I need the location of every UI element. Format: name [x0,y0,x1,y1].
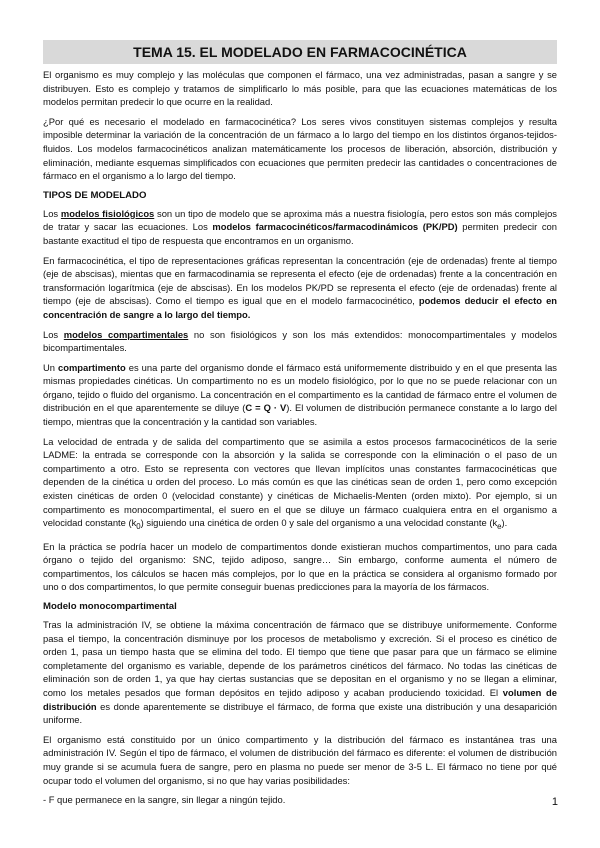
list-item: - F que permanece en la sangre, sin llegar a ningún tejido. [43,794,286,806]
physiological-models-paragraph: Los modelos fisiológicos son un tipo de modelo que se aproxima más a nuestra fisiología, pero estos son más complejos de tratar y sacar las ecuaciones. Los modelos farmacocinéticos/farmacodinámicos (PK/PD) permiten predecir con bastante exactitud el tipo de respuesta que encontramos en un organismo. [43,207,557,246]
possibilities-list [43,793,557,807]
intro-paragraph: El organismo es muy complejo y las moléculas que componen el fármaco, una vez administradas, pasan a sangre y se distribuyen. Esto es complejo y tratamos de simplificarlo lo más posible, para que las ecuaciones matemáticas de los modelos permitan predecir lo que ocurre en la realidad. [43,69,557,108]
term-compartimento: compartimento [58,361,126,373]
pkpd-deduction: podemos deducir el efecto en concentración de sangre a lo largo del tiempo. [43,295,558,320]
document-page [43,40,557,807]
compartmental-models-paragraph: Los modelos compartimentales no son fisiológicos y son los más extendidos: monocompartimentales y modelos bicompartimentales. [43,328,557,354]
compartment-definition-paragraph: Un compartimento es una parte del organismo donde el fármaco está uniformemente distribuido y en el que presenta las mismas propiedades cinéticas. Un compartimento no es un modelo fisiológico, por lo que no se puede relacionar con un órgano, tejido o fluido del organismo. La concentración en el compartimento es la cantidad de fármaco entre el volumen de distribución en el que aparentemente se diluye (C = Q · V). El volumen de distribución permanece constante a lo largo del tiempo, mientras que la concentración y la cantidad son variables. [43,361,557,428]
section-heading-monocompartimental: Modelo monocompartimental [43,601,177,613]
term-volumen-distribucion: volumen de distribución [43,687,558,712]
term-pkpd: modelos farmacocinéticos/farmacodinámicos (PK/PD) [212,221,458,233]
formula-concentration: C = Q · V [245,402,287,414]
section-heading-tipos: TIPOS DE MODELADO [43,189,147,201]
term-modelos-fisiologicos: modelos fisiológicos [60,207,155,219]
iv-administration-paragraph: Tras la administración IV, se obtiene la máxima concentración de fármaco que se distribuye uniformemente. Conforme pasa el tiempo, la concentración disminuye por los procesos de metabolismo y excreción. Si el proceso es cinético de orden 1, pasa un tiempo hasta que se elimina del todo. El tiempo que tiene que pasar para que un fármaco se elimine completamente del organismo es variable, depende de los parámetros cinéticos del fármaco. No todas las cinéticas de eliminación son de orden 1, ya que hay ciertas sustancias que se depositan en el organismo y no se llegan a eliminar, como los metales pesados que forman depósitos en tejido adiposo y acaban produciendo toxicidad. El volumen de distribución es donde aparentemente se distribuye el fármaco, de forma que existe una distribución y una desaparición uniforme. [43,619,558,726]
page-title: TEMA 15. EL MODELADO EN FARMACOCINÉTICA [43,40,557,64]
graph-representation-paragraph: En farmacocinética, el tipo de representaciones gráficas representan la concentración (eje de ordenadas) frente al tiempo (eje de abscisas), mientas que en farmacodinamia se representa el efecto (eje de ordenadas) frente a la concentración en transformación logarítmica (eje de abscisas). En los modelos PK/PD se representa el efecto (eje de ordenadas) frente al tiempo (eje de abscisas). Como el tiempo es igual que en el modelo farmacocinético, podemos deducir el efecto en concentración de sangre a lo largo del tiempo. [43,254,558,320]
multi-compartment-paragraph: En la práctica se podría hacer un modelo de compartimentos donde existieran muchos compartimentos, uno para cada órgano o tejido del organismo: SNC, tejido adiposo, sangre… Sin embargo, conforme aumenta el número de compartimentos, los cálculos se hacen más complejos, por lo que en la práctica se considera al organismo formado por uno o dos compartimentos, lo que permite conseguir buenas predicciones para la mayoría de los fármacos. [43,540,557,593]
ladme-velocity-paragraph: La velocidad de entrada y de salida del compartimento que se asimila a estos procesos farmacocinéticos de la serie LADME: la entrada se corresponde con la absorción y la salida se corresponde con la eliminación o el paso de un compartimento a otro. Esto se representa con vectores que llevan implícitos unas constantes farmacocinéticas que dependen de la cinética u orden del proceso. Lo más común es que las cinéticas sean de orden 1, pero como excepción existen cinéticas de orden 0 (velocidad constante) y cinéticas de Michaelis-Menten (orden mixto). Por ejemplo, si un compartimento es monocompartimental, el suero en el que se diluye un fármaco cualquiera entra en el organismo a velocidad constante $(k_0)$ siguiendo una cinética de orden 0 y sale del organismo a una velocidad constante $(k_e)$. [43,435,557,532]
why-modelling-paragraph: ¿Por qué es necesario el modelado en farmacocinética? Los seres vivos constituyen sistemas complejos y resulta imposible determinar la variación de la concentración de un fármaco a lo largo del tiempo en los distintos órganos-tejidos-fluidos. Los modelos farmacocinéticos analizan matemáticamente los procesos de liberación, absorción, distribución y eliminación, mediante esquemas simplificados con ecuaciones que permiten predecir las cantidades o concentraciones de fármaco en el organismo a lo largo del tiempo. [43,115,557,182]
single-compartment-paragraph: El organismo está constituido por un único compartimento y la distribución del fármaco es instantánea tras una administración IV. Según el tipo de fármaco, el volumen de distribución del fármaco es diferente: el volumen de distribución muy grande si se acumula fuera de sangre, pero en plasma no puede ser menor de 3-5 L. El fármaco no tiene por qué ocupar todo el volumen del organismo, si no que hay varias posibilidades: [43,733,557,786]
term-modelos-compartimentales: modelos compartimentales [63,328,189,340]
page-number: 1 [551,796,558,808]
